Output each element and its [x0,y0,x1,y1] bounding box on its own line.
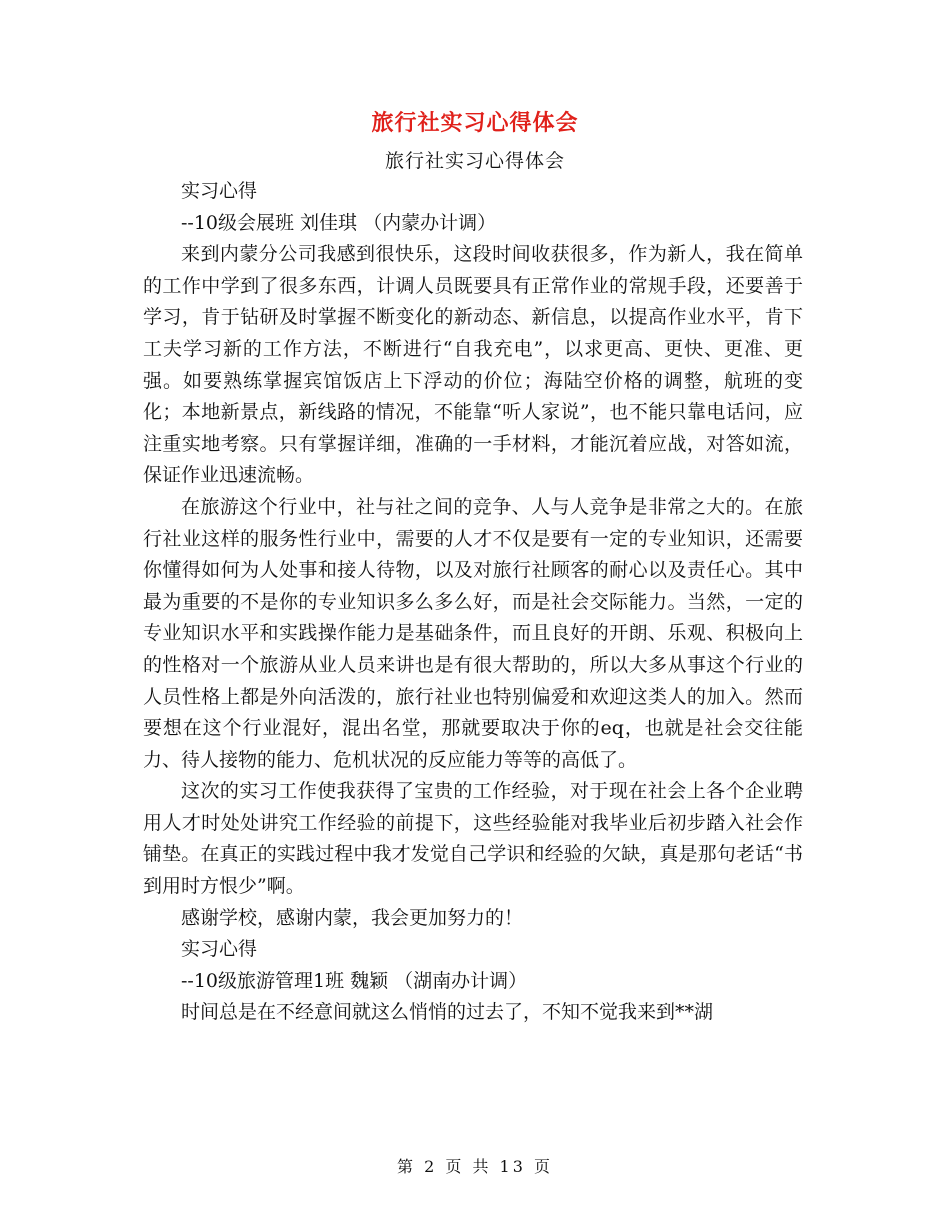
body-paragraph: 感谢学校，感谢内蒙，我会更加努力的！ [181,906,524,929]
body-paragraph: 这次的实习工作使我获得了宝贵的工作经验，对于现在社会上各个企业聘用人才时处处讲究工作经验的前提下，这些经验能对我毕业后初步踏入社会作铺垫。在真正的实践过程中我才发觉自己学识和经验的欠缺，真是那句老话“书到用时方恨少”啊。 [143,780,803,898]
body-paragraph: 来到内蒙分公司我感到很快乐，这段时间收获很多，作为新人，我在简单的工作中学到了很多东西，计调人员既要具有正常作业的常规手段，还要善于学习，肯于钻研及时掌握不断变化的新动态、新信息，以提高作业水平，肯下工夫学习新的工作方法，不断进行“自我充电”，以求更高、更快、更准、更强。如要熟练掌握宾馆饭店上下浮动的价位；海陆空价格的调整，航班的变化；本地新景点，新线路的情况，不能靠“听人家说”，也不能只靠电话问，应注重实地考察。只有掌握详细，准确的一手材料，才能沉着应战，对答如流，保证作业迅速流畅。 [143,243,803,487]
document-title: 旅行社实习心得体会 [371,110,579,136]
section-heading: 实习心得 [181,180,258,202]
section-heading: 实习心得 [181,938,258,961]
author-line: --10级会展班 刘佳琪 （内蒙办计调） [181,211,497,234]
page-number-footer: 第 2 页 共 13 页 [397,1157,553,1176]
body-paragraph: 在旅游这个行业中，社与社之间的竞争、人与人竞争是非常之大的。在旅行社业这样的服务性行业中，需要的人才不仅是要有一定的专业知识，还需要你懂得如何为人处事和接人待物，以及对旅行社顾客的耐心以及责任心。其中最为重要的不是你的专业知识多么多么好，而是社会交际能力。当然，一定的专业知识水平和实践操作能力是基础条件，而且良好的开朗、乐观、积极向上的性格对一个旅游从业人员来讲也是有很大帮助的，所以大多从事这个行业的人员性格上都是外向活泼的，旅行社业也特别偏爱和欢迎这类人的加入。然而要想在这个行业混好，混出名堂，那就要取决于你的eq，也就是社会交往能力、待人接物的能力、危机状况的反应能力等等的高低了。 [143,495,803,771]
body-paragraph: 时间总是在不经意间就这么悄悄的过去了，不知不觉我来到**湖 [181,1001,714,1024]
author-line: --10级旅游管理1班 魏颖 （湖南办计调） [181,969,528,992]
document-body [143,176,803,1029]
document-subtitle: 旅行社实习心得体会 [384,150,565,172]
